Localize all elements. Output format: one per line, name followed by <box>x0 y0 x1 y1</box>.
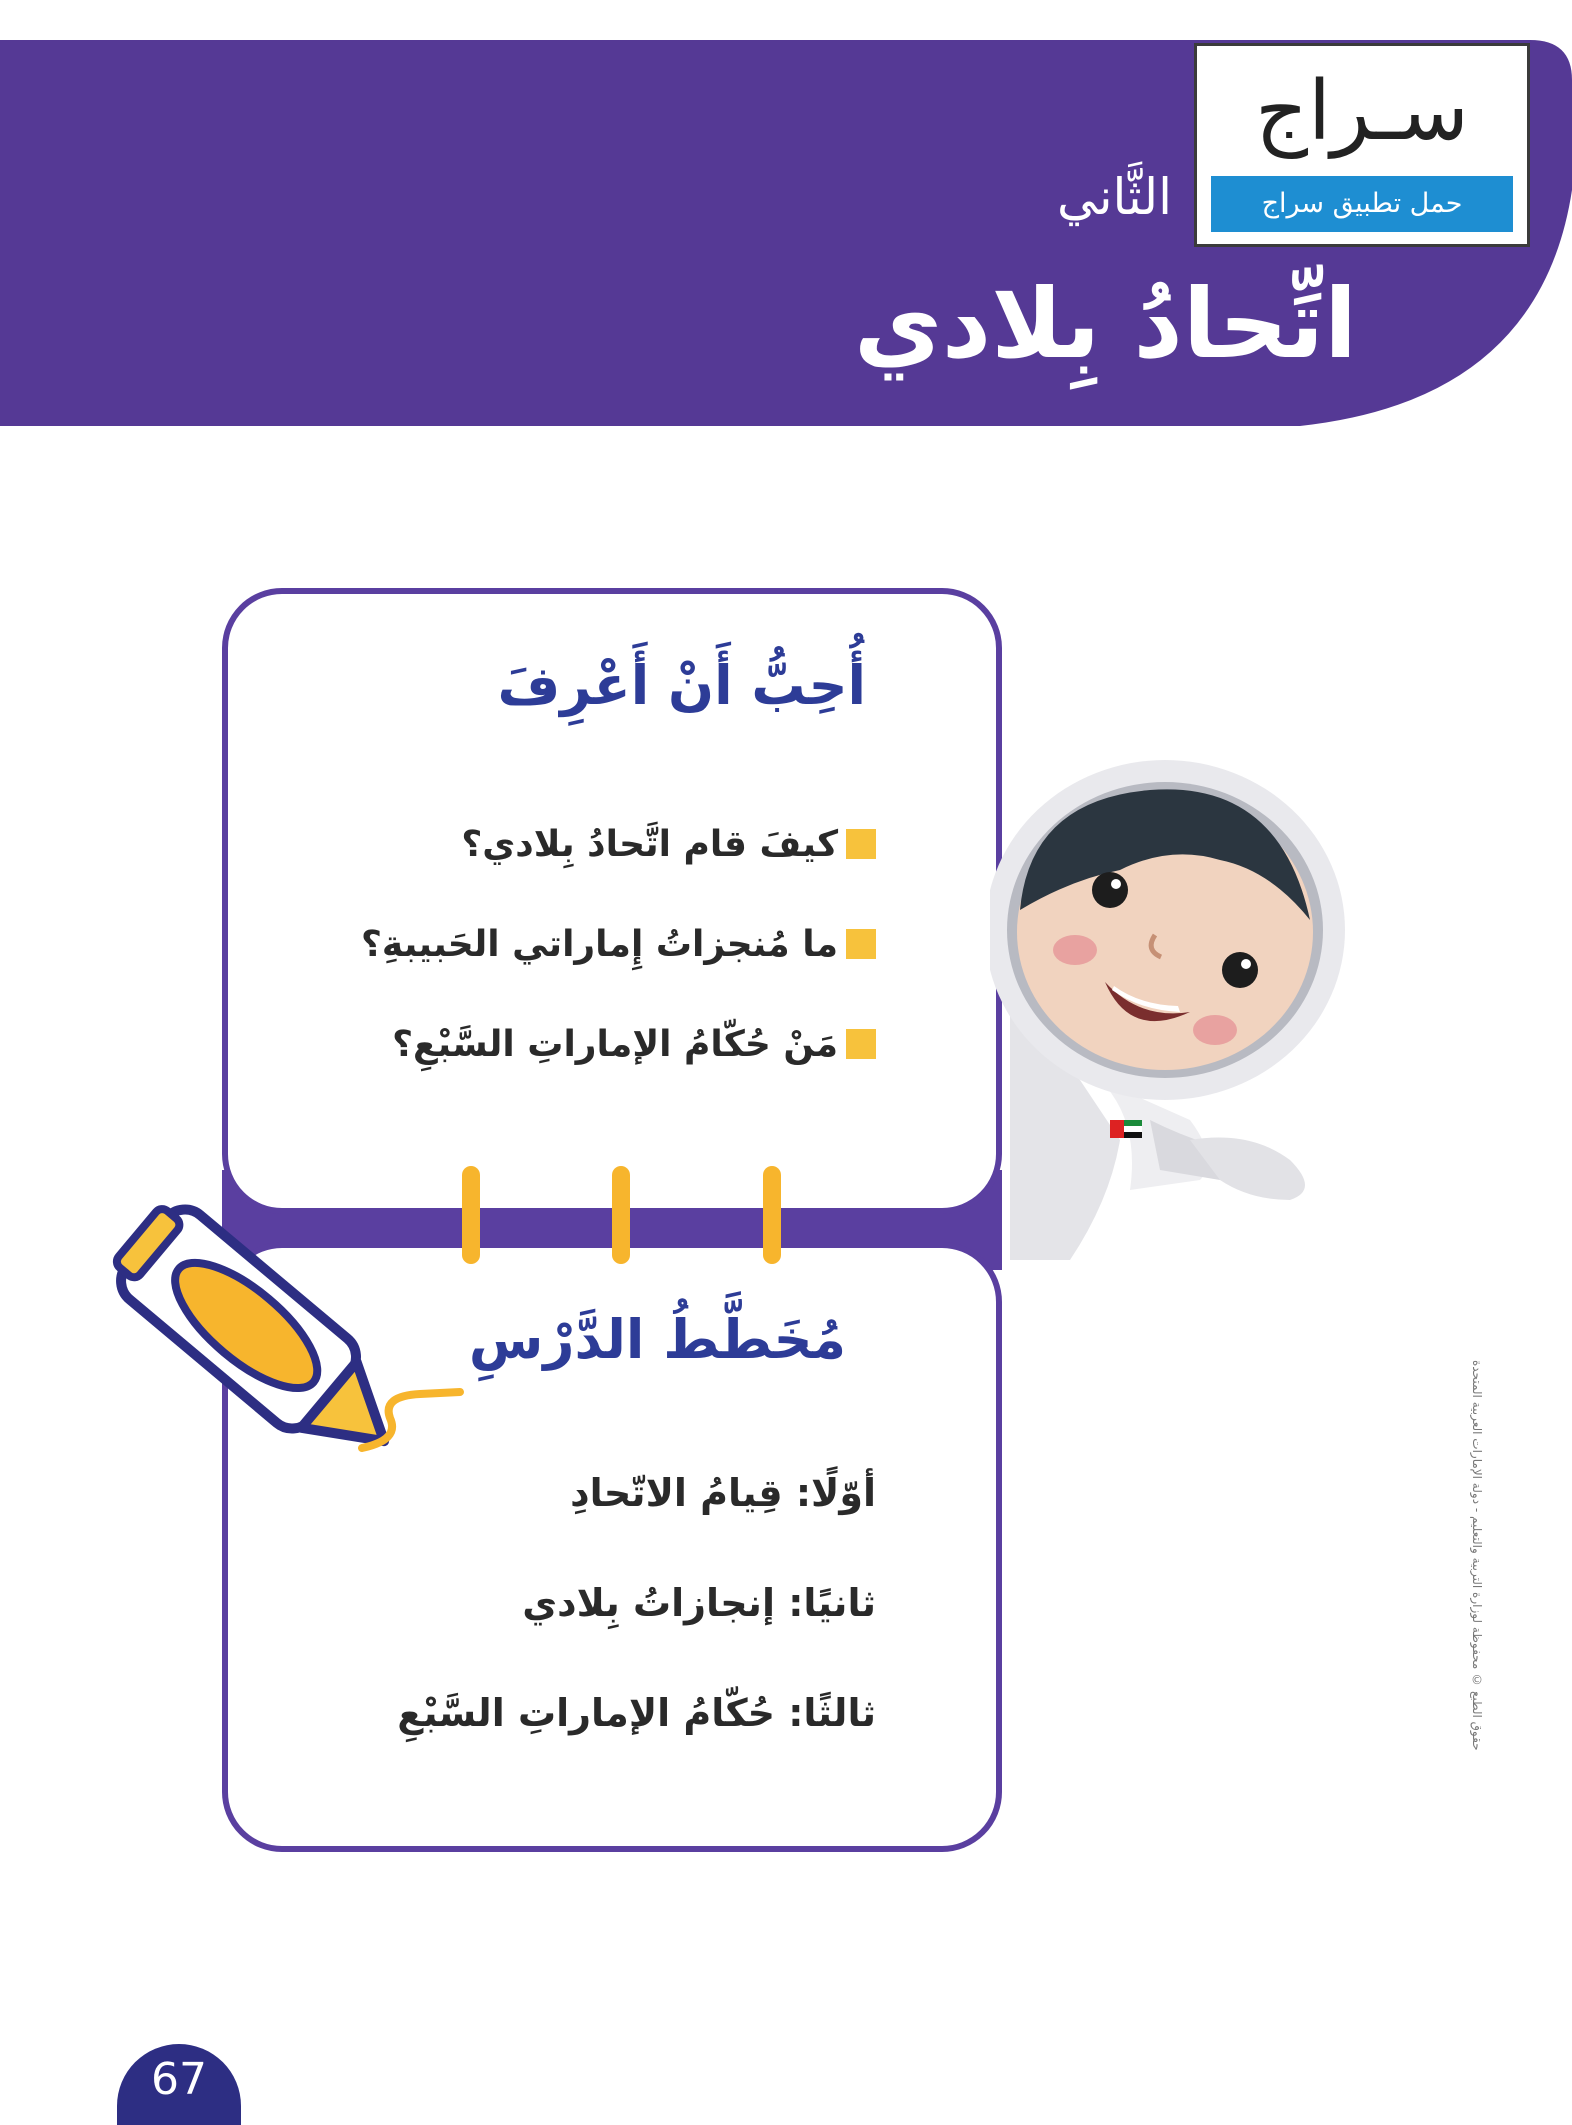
list-item: أوّلًا: قِيامُ الاتّحادِ <box>570 1471 876 1515</box>
list-item: ثانيًا: إنجازاتُ بِلادي <box>522 1581 876 1625</box>
crayon-icon <box>100 1190 480 1494</box>
card-heading: أُحِبُّ أَنْ أَعْرِفَ <box>497 654 866 717</box>
card-want-to-know <box>222 588 1002 1214</box>
binder-ring-icon <box>763 1166 781 1264</box>
copyright-note <box>1470 1360 1500 1820</box>
logo-wordmark: سـراج <box>1255 64 1469 159</box>
card-heading: مُخَطَّطُ الدَّرْسِ <box>468 1308 846 1371</box>
list-item <box>361 794 876 894</box>
question-text: مَنْ حُكّامُ الإماراتِ السَّبْعِ؟ <box>392 1023 838 1065</box>
question-text: ما مُنجزاتُ إِماراتي الحَبيبةِ؟ <box>361 923 838 965</box>
question-list <box>361 794 876 1094</box>
list-item <box>361 994 876 1094</box>
unit-title: اتِّحادُ بِلادي <box>853 268 1357 380</box>
page-number: 67 <box>117 2044 241 2125</box>
square-bullet-icon <box>846 1029 876 1059</box>
copyright-text: حقوق الطبع © محفوظة لوزارة التربية والتعليم - دولة الإمارات العربية المتحدة <box>1470 1360 1484 1751</box>
question-text: كيفَ قام اتَّحادُ بِلادي؟ <box>461 823 838 865</box>
siraj-logo[interactable] <box>1194 43 1530 247</box>
square-bullet-icon <box>846 829 876 859</box>
astronaut-icon <box>990 720 1370 1264</box>
logo-tagline: حمل تطبيق سراج <box>1211 176 1513 232</box>
list-item <box>361 894 876 994</box>
unit-label: الثَّاني <box>1056 168 1172 226</box>
square-bullet-icon <box>846 929 876 959</box>
list-item: ثالثًا: حُكّامُ الإماراتِ السَّبْعِ <box>397 1691 876 1735</box>
binder-ring-icon <box>612 1166 630 1264</box>
